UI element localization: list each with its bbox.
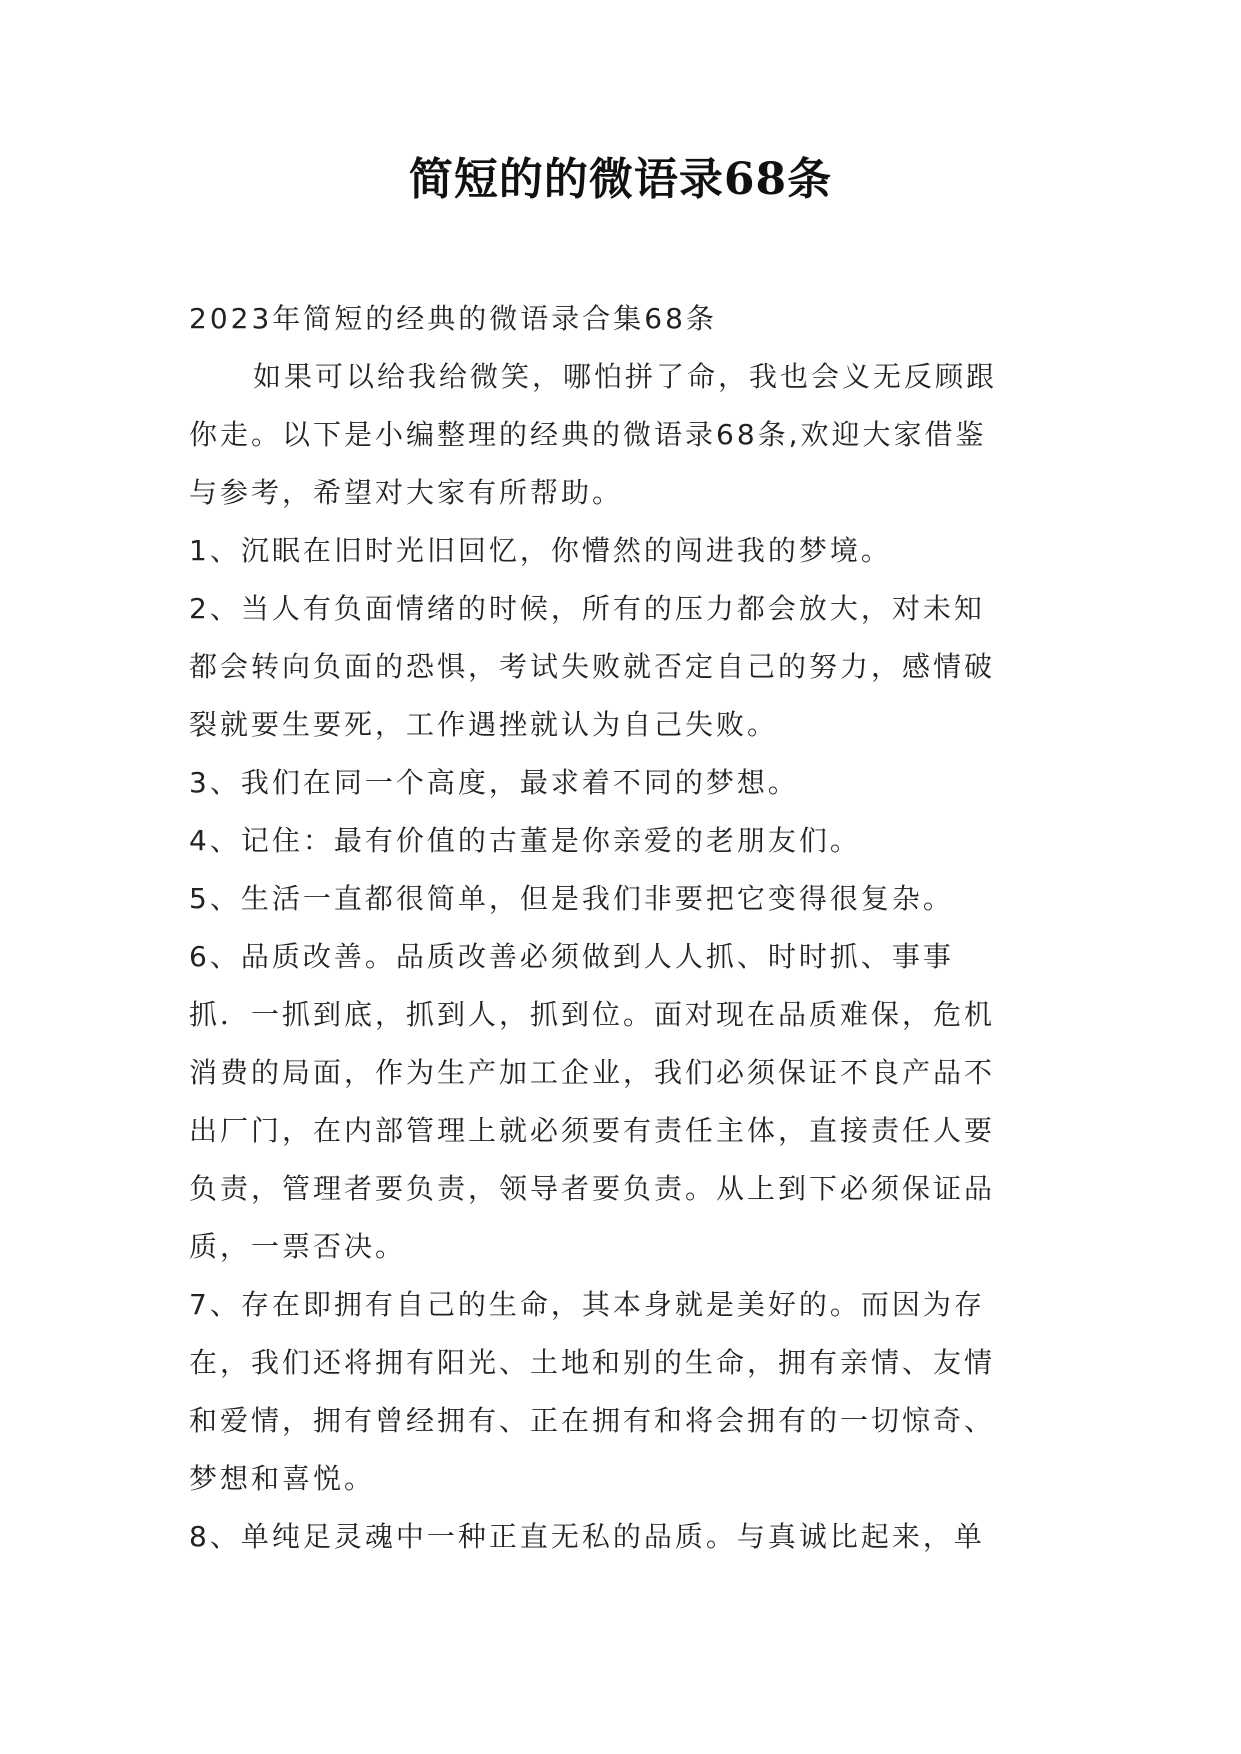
paragraph-line: 8、单纯足灵魂中一种正直无私的品质。与真诚比起来，单 [189, 1520, 985, 1553]
paragraph-line: 都会转向负面的恐惧，考试失败就否定自己的努力，感情破 [189, 650, 996, 683]
paragraph-line: 裂就要生要死，工作遇挫就认为自己失败。 [189, 708, 779, 741]
paragraph-line: 2、当人有负面情绪的时候，所有的压力都会放大，对未知 [189, 592, 985, 625]
paragraph-line: 5、生活一直都很简单，但是我们非要把它变得很复杂。 [189, 882, 954, 915]
document-body [189, 290, 1069, 1566]
paragraph-line: 质，一票否决。 [189, 1230, 407, 1263]
paragraph-line: 你走。以下是小编整理的经典的微语录68条,欢迎大家借鉴 [189, 418, 987, 451]
paragraph-line: 1、沉眠在旧时光旧回忆，你懵然的闯进我的梦境。 [189, 534, 892, 567]
paragraph-line: 在，我们还将拥有阳光、土地和别的生命，拥有亲情、友情 [189, 1346, 996, 1379]
paragraph-line: 抓．一抓到底，抓到人，抓到位。面对现在品质难保，危机 [189, 998, 996, 1031]
paragraph-line: 7、存在即拥有自己的生命，其本身就是美好的。而因为存 [189, 1288, 985, 1321]
paragraph-line: 如果可以给我给微笑，哪怕拼了命，我也会义无反顾跟 [253, 360, 998, 393]
paragraph-line: 负责，管理者要负责，领导者要负责。从上到下必须保证品 [189, 1172, 996, 1205]
paragraph-line: 出厂门，在内部管理上就必须要有责任主体，直接责任人要 [189, 1114, 996, 1147]
paragraph-line: 3、我们在同一个高度，最求着不同的梦想。 [189, 766, 799, 799]
paragraph-line: 与参考，希望对大家有所帮助。 [189, 476, 624, 509]
document-title: 简短的的微语录68条 [408, 154, 833, 205]
paragraph-line: 6、品质改善。品质改善必须做到人人抓、时时抓、事事 [189, 940, 954, 973]
paragraph-line: 梦想和喜悦。 [189, 1462, 376, 1495]
subtitle-line: 2023年简短的经典的微语录合集68条 [189, 302, 717, 335]
paragraph-line: 和爱情，拥有曾经拥有、正在拥有和将会拥有的一切惊奇、 [189, 1404, 996, 1437]
paragraph-line: 消费的局面，作为生产加工企业，我们必须保证不良产品不 [189, 1056, 996, 1089]
paragraph-line: 4、记住：最有价值的古董是你亲爱的老朋友们。 [189, 824, 861, 857]
